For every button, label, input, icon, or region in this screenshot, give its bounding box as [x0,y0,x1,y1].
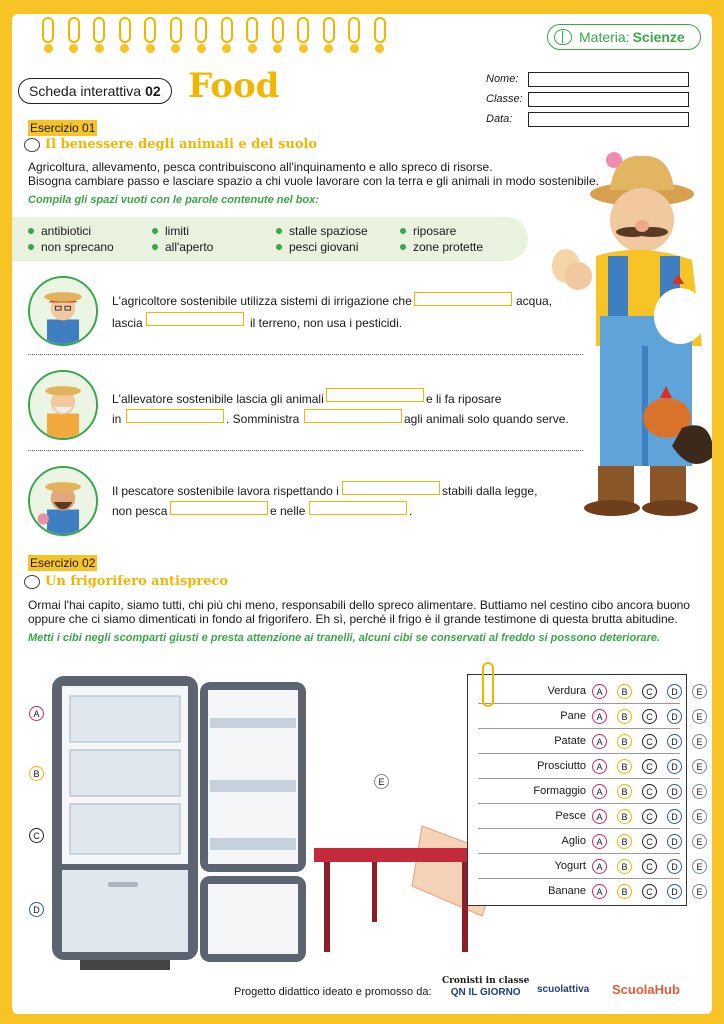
food-name: Patate [554,735,586,747]
option-c[interactable]: C [642,759,657,774]
sentence-text: L'allevatore sostenibile lascia gli animali [112,392,324,406]
option-b[interactable]: B [617,809,632,824]
binder-hole [375,44,384,53]
word-item: zone protette [400,240,483,254]
exercise-2-instruction: Metti i cibi negli scomparti giusti e presta attenzione ai tranelli, alcuni cibi se conservati al freddo si possono deteriorare. [28,632,661,644]
binder-hole [197,44,206,53]
fisherman-avatar [28,466,98,536]
zone-c-marker: C [29,828,44,843]
answer-row [468,754,703,779]
sentence-1-line-1 [112,294,412,308]
worksheet-page [12,14,712,1014]
answer-row [468,704,703,729]
answer-row [468,829,703,854]
option-c[interactable]: C [642,734,657,749]
option-d[interactable]: D [667,784,682,799]
class-label: Classe: [486,93,523,105]
binder-ring [144,17,156,43]
answer-row [468,879,703,904]
food-name: Yogurt [554,860,586,872]
blank-8[interactable] [309,501,407,515]
food-name: Prosciutto [537,760,586,772]
binder-hole [299,44,308,53]
option-a[interactable]: A [592,859,607,874]
answer-row [468,679,703,704]
blank-3[interactable] [326,388,424,402]
binder-ring [170,17,182,43]
binder-hole [248,44,257,53]
option-c[interactable]: C [642,809,657,824]
sentence-text: e nelle [270,504,306,518]
sentence-text: . Somministra [226,412,300,426]
option-c[interactable]: C [642,884,657,899]
farmer-woman-avatar [28,276,98,346]
name-label: Nome: [486,73,519,85]
option-a[interactable]: A [592,809,607,824]
sheet-badge [18,78,172,104]
binder-ring [68,17,80,43]
word-item: stalle spaziose [276,224,368,238]
exercise-1-title [24,137,317,152]
binder-hole [273,44,282,53]
exercise-1-intro [28,160,618,188]
answer-row [468,854,703,879]
thought-bubble-icon [24,138,40,152]
logo-text: Cronisti in classe [442,976,530,986]
name-field [486,72,696,88]
sentence-text: in [112,412,122,426]
blank-7[interactable] [170,501,268,515]
subject-badge [547,24,701,50]
word-item: riposare [400,224,456,238]
sentence-text: . [409,504,413,518]
food-name: Formaggio [533,785,586,797]
option-d[interactable]: D [667,859,682,874]
exercise-2-title [24,574,228,589]
option-e[interactable]: E [692,709,707,724]
exercise-2-intro [28,598,708,626]
option-d[interactable]: D [667,684,682,699]
fridge-illustration [50,674,310,972]
exercise-1-tag: Esercizio 01 [30,121,96,135]
scuolattiva-logo: scuolattiva [537,984,590,995]
blank-2[interactable] [146,312,244,326]
option-b[interactable]: B [617,684,632,699]
word-item: limiti [152,224,189,238]
answer-grid [467,674,703,906]
subject-label: Materia: [579,29,630,45]
sentence-text: Il pescatore sostenibile lavora rispettando i [112,484,339,498]
option-d[interactable]: D [667,834,682,849]
il-giorno-logo [442,976,529,998]
option-d[interactable]: D [667,709,682,724]
option-c[interactable]: C [642,859,657,874]
binder-hole [222,44,231,53]
blank-5[interactable] [304,409,402,423]
option-a[interactable]: A [592,734,607,749]
binder-ring [348,17,360,43]
sentence-text: acqua, [516,294,553,308]
option-e[interactable]: E [692,784,707,799]
option-d[interactable]: D [667,759,682,774]
option-d[interactable]: D [667,884,682,899]
intro-line-1: Ormai l'hai capito, siamo tutti, chi più chi meno, responsabili dello spreco alimentare. Buttiamo nel cestino cibo ancora buono [28,598,690,612]
binder-ring [297,17,309,43]
brain-icon [554,29,572,45]
exercise-1-instruction: Compila gli spazi vuoti con le parole contenute nel box: [28,194,319,206]
blank-1[interactable] [414,292,512,306]
intro-line-1: Agricoltura, allevamento, pesca contribuiscono all'inquinamento e allo spreco di risorse. [28,160,493,174]
binder-ring [195,17,207,43]
option-b[interactable]: B [617,734,632,749]
sentence-text: il terreno, non usa i pesticidi. [250,316,403,330]
word-item: antibiotici [28,224,91,238]
class-field [486,92,696,108]
option-b[interactable]: B [617,709,632,724]
zone-a-marker: A [29,706,44,721]
word-item: all'aperto [152,240,213,254]
farmer-illustration [542,146,712,526]
divider [28,354,583,355]
option-a[interactable]: A [592,784,607,799]
option-e[interactable]: E [692,734,707,749]
footer-text: Progetto didattico ideato e promosso da: [234,986,432,998]
intro-line-2: oppure che ci siamo dimenticati in fondo al frigorifero. Eh sì, perché il frigo è il grande testimone di questa brutta abitudine. [28,612,678,626]
logo-text: QN IL GIORNO [450,987,521,998]
divider [28,450,583,451]
zone-d-marker: D [29,902,44,917]
exercise-2-tag: Esercizio 02 [30,556,96,570]
option-b[interactable]: B [617,834,632,849]
word-item: pesci giovani [276,240,358,254]
binder-hole [350,44,359,53]
answer-row [468,779,703,804]
option-b[interactable]: B [617,784,632,799]
page-title: Food [188,66,280,106]
date-field [486,112,696,128]
exercise-2-title-text: Un frigorifero antispreco [45,574,229,589]
sentence-text: lascia [112,316,143,330]
option-a[interactable]: A [592,759,607,774]
option-a[interactable]: A [592,684,607,699]
option-b[interactable]: B [617,859,632,874]
option-c[interactable]: C [642,709,657,724]
binder-ring [93,17,105,43]
option-a[interactable]: A [592,834,607,849]
class-input[interactable] [528,92,689,107]
binder-hole [95,44,104,53]
binder-hole [171,44,180,53]
magnifier-icon [24,575,40,589]
sentence-text: L'agricoltore sostenibile utilizza sistemi di irrigazione che [112,294,412,308]
sheet-number: 02 [145,83,161,99]
binder-hole [69,44,78,53]
date-input[interactable] [528,112,689,127]
option-c[interactable]: C [642,684,657,699]
name-input[interactable] [528,72,689,87]
sentence-text: stabili dalla legge, [442,484,538,498]
sentence-text: non pesca [112,504,168,518]
option-e[interactable]: E [692,859,707,874]
food-name: Banane [548,885,586,897]
option-d[interactable]: D [667,734,682,749]
sentence-text: e li fa riposare [426,392,502,406]
sentence-text: agli animali solo quando serve. [404,412,569,426]
breeder-avatar [28,370,98,440]
paperclip-icon [482,662,494,707]
food-name: Verdura [547,685,586,697]
sheet-label: Scheda interattiva [29,83,142,99]
option-a[interactable]: A [592,709,607,724]
option-e[interactable]: E [692,834,707,849]
food-name: Aglio [561,835,586,847]
binder-ring [374,17,386,43]
binder-hole [324,44,333,53]
option-e[interactable]: E [692,684,707,699]
answer-row [468,804,703,829]
option-b[interactable]: B [617,884,632,899]
word-item: non sprecano [28,240,114,254]
date-label: Data: [486,113,513,125]
binder-ring [323,17,335,43]
food-name: Pesce [555,810,586,822]
answer-row [468,729,703,754]
option-c[interactable]: C [642,834,657,849]
binder-ring [246,17,258,43]
option-e[interactable]: E [692,759,707,774]
intro-line-2: Bisogna cambiare passo e lasciare spazio a chi vuole lavorare con la terra e gli animali in modo sostenibile. [28,174,599,188]
option-b[interactable]: B [617,759,632,774]
binder-ring [119,17,131,43]
subject-value: Scienze [632,29,685,45]
option-c[interactable]: C [642,784,657,799]
blank-4[interactable] [126,409,224,423]
scuolahub-logo: ScuolaHub [612,982,680,997]
binder-ring [42,17,54,43]
binder-hole [44,44,53,53]
zone-b-marker: B [29,766,44,781]
option-e[interactable]: E [692,884,707,899]
option-e[interactable]: E [692,809,707,824]
binder-hole [120,44,129,53]
binder-ring [221,17,233,43]
option-a[interactable]: A [592,884,607,899]
option-d[interactable]: D [667,809,682,824]
binder-ring [272,17,284,43]
food-name: Pane [560,710,586,722]
blank-6[interactable] [342,481,440,495]
binder-hole [146,44,155,53]
exercise-1-title-text: Il benessere degli animali e del suolo [45,137,318,152]
zone-e-marker: E [374,774,389,789]
